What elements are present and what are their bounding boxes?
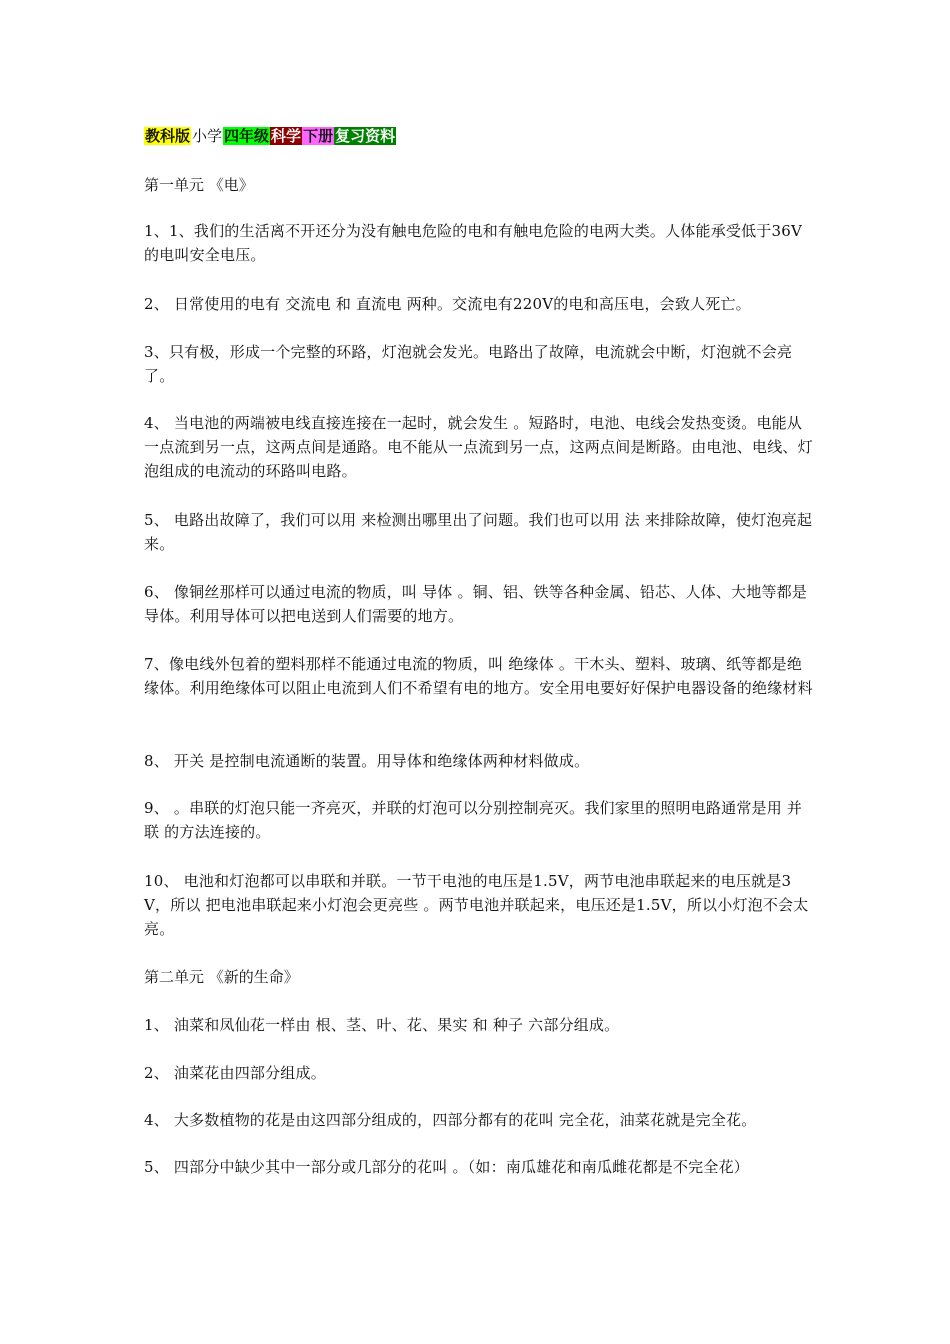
unit2-item-2: 2、 油菜花由四部分组成。 bbox=[144, 1064, 326, 1082]
unit2-item-1: 1、 油菜和凤仙花一样由 根、茎、叶、花、果实 和 种子 六部分组成。 bbox=[144, 1016, 620, 1034]
document-title bbox=[144, 125, 396, 147]
unit1-item-7: 7、像电线外包着的塑料那样不能通过电流的物质，叫 绝缘体 。干木头、塑料、玻璃、纸等都是绝缘体。利用绝缘体可以阻止电流到人们不希望有电的地方。安全用电要好好保护电器设备的绝缘材料 bbox=[144, 655, 813, 697]
unit1-item-3: 3、只有极，形成一个完整的环路，灯泡就会发光。电路出了故障，电流就会中断，灯泡就不会亮了。 bbox=[144, 343, 793, 385]
unit1-item-2: 2、 日常使用的电有 交流电 和 直流电 两种。交流电有220V的电和高压电，会致人死亡。 bbox=[144, 295, 751, 313]
unit1-item-4: 4、 当电池的两端被电线直接连接在一起时，就会发生 。短路时，电池、电线会发热变烫。电能从一点流到另一点，这两点间是通路。电不能从一点流到另一点，这两点间是断路。由电池、电线、灯泡组成的电流动的环路叫电路。 bbox=[144, 414, 813, 480]
unit2-heading: 第二单元 《新的生命》 bbox=[144, 968, 299, 986]
unit1-heading: 第一单元 《电》 bbox=[144, 176, 254, 194]
title-segment-school: 小学 bbox=[192, 127, 223, 145]
title-segment-volume: 下册 bbox=[303, 127, 334, 145]
unit1-item-9: 9、 。串联的灯泡只能一齐亮灭，并联的灯泡可以分别控制亮灭。我们家里的照明电路通常是用 并联 的方法连接的。 bbox=[144, 799, 803, 841]
title-segment-publisher: 教科版 bbox=[145, 127, 191, 145]
unit1-item-1: 1、1、我们的生活离不开还分为没有触电危险的电和有触电危险的电两大类。人体能承受低于36V的电叫安全电压。 bbox=[144, 222, 803, 264]
unit2-item-5: 5、 四部分中缺少其中一部分或几部分的花叫 。（如：南瓜雄花和南瓜雌花都是不完全花） bbox=[144, 1158, 749, 1176]
unit1-item-6: 6、 像铜丝那样可以通过电流的物质，叫 导体 。铜、铝、铁等各种金属、铅芯、人体、大地等都是导体。利用导体可以把电送到人们需要的地方。 bbox=[144, 583, 808, 625]
unit1-item-10: 10、 电池和灯泡都可以串联和并联。一节干电池的电压是1.5V，两节电池串联起来的电压就是3V，所以 把电池串联起来小灯泡会更亮些 。两节电池并联起来，电压还是1.5V，所以小灯泡不会太亮。 bbox=[144, 872, 809, 938]
unit1-item-5: 5、 电路出故障了，我们可以用 来检测出哪里出了问题。我们也可以用 法 来排除故障，使灯泡亮起来。 bbox=[144, 511, 813, 553]
title-segment-subject: 科学 bbox=[271, 127, 302, 145]
unit2-item-4: 4、 大多数植物的花是由这四部分组成的，四部分都有的花叫 完全花，油菜花就是完全花。 bbox=[144, 1111, 757, 1129]
title-segment-grade: 四年级 bbox=[224, 127, 270, 145]
unit1-item-8: 8、 开关 是控制电流通断的装置。用导体和绝缘体两种材料做成。 bbox=[144, 752, 590, 770]
title-segment-review: 复习资料 bbox=[335, 127, 396, 145]
